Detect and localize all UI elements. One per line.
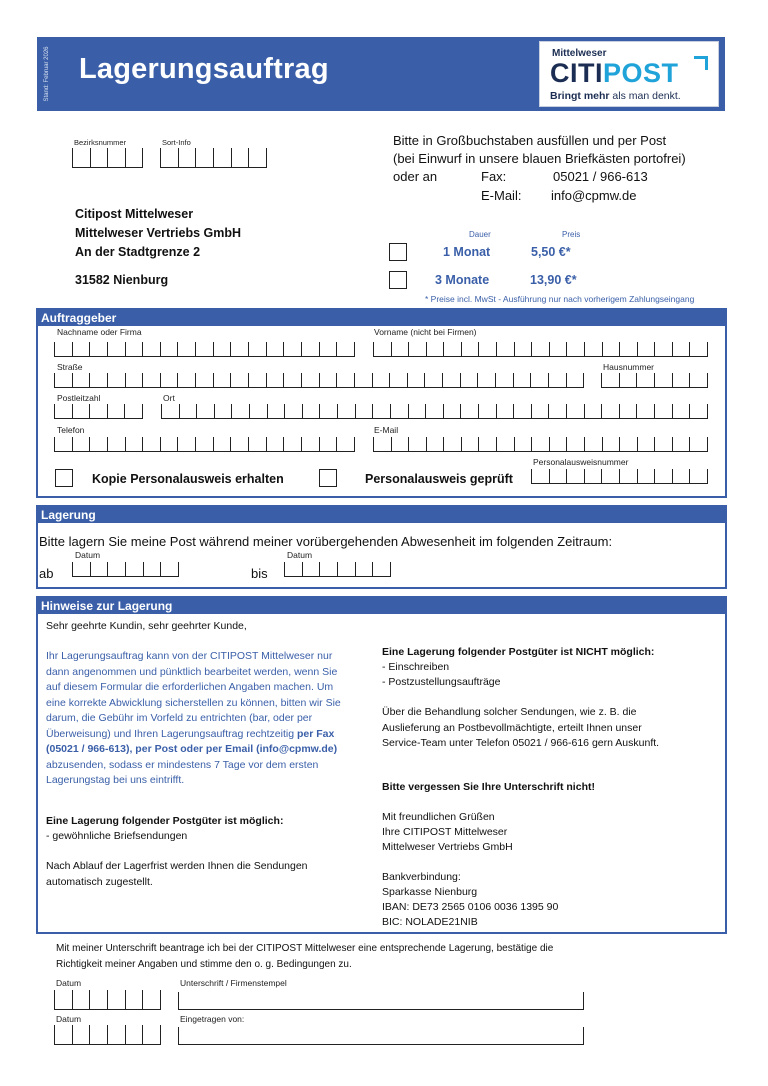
not-possible-item-2: - Postzustellungsaufträge [382, 676, 501, 688]
kopie-ausweis-checkbox[interactable] [55, 469, 73, 487]
recipient-line-4: 31582 Nienburg [75, 273, 169, 287]
not-possible-title [382, 645, 712, 661]
reminder [382, 780, 712, 796]
para1-contact-bold: per Fax (05021 / 966-613), per Post oder per Email (info@cpmw.de) [46, 727, 338, 755]
eingetragen-field[interactable] [178, 1027, 584, 1045]
service-text: Über die Behandlung solcher Sendungen, wie z. B. die Auslieferung an Postbevollmächtigte, erteilt Ihnen unser Service-Team unter Telefon 05021 / 966-616 gern Auskunft. [382, 706, 660, 749]
hinweise-paragraph-1 [46, 649, 346, 789]
eingetragen-label: Eingetragen von: [180, 1014, 245, 1024]
logo-region: Mittelweser [552, 48, 607, 59]
logo-post: POST [603, 58, 679, 88]
sortinfo-label: Sort-Info [162, 138, 191, 147]
vorname-label: Vorname (nicht bei Firmen) [374, 327, 477, 337]
strasse-label: Straße [57, 362, 83, 372]
recipient-line-3: An der Stadtgrenze 2 [75, 245, 201, 259]
signature-datum-label: Datum [56, 978, 82, 988]
nachname-label: Nachname oder Firma [57, 327, 142, 337]
lagerung-text: Bitte lagern Sie meine Post während meiner vorübergehenden Abwesenheit im folgenden Zeitraum: [39, 534, 613, 549]
instructions-prefix: oder an [393, 169, 438, 184]
header-banner [37, 37, 725, 111]
ausweisnummer-field[interactable] [531, 469, 708, 484]
slogan-rest: als man denkt. [609, 90, 681, 102]
bis-date-field[interactable] [284, 562, 391, 577]
ausweisnummer-label: Personalausweisnummer [533, 457, 629, 467]
option-1-price: 5,50 €* [531, 245, 571, 259]
bank-1: Bankverbindung: [382, 871, 461, 883]
instructions-line-1: Bitte in Großbuchstaben ausfüllen und per Post [393, 133, 667, 148]
fax-label: Fax: [481, 169, 507, 184]
arrow-icon [694, 56, 708, 70]
bank-4: BIC: NOLADE21NIB [382, 916, 478, 928]
slogan-bold: Bringt mehr [550, 90, 610, 102]
bezirksnummer-label: Bezirksnummer [74, 138, 127, 147]
strasse-field[interactable] [54, 373, 584, 388]
ab-date-field[interactable] [72, 562, 179, 577]
unterschrift-label: Unterschrift / Firmenstempel [180, 978, 287, 988]
bis-label: bis [251, 566, 268, 581]
not-possible-item-1: - Einschreiben [382, 661, 450, 673]
bezirksnummer-field[interactable] [72, 148, 143, 168]
email-label: E-Mail: [481, 188, 522, 203]
bank-3: IBAN: DE73 2565 0106 0036 1395 90 [382, 901, 559, 913]
dauer-header: Dauer [469, 230, 491, 239]
ausweis-geprueft-label: Personalausweis geprüft [365, 472, 513, 486]
option-1-monat-checkbox[interactable] [389, 243, 407, 261]
telefon-field[interactable] [54, 437, 355, 452]
email-field[interactable] [373, 437, 708, 452]
logo-citi: CITI [550, 58, 603, 88]
page-title: Lagerungsauftrag [79, 53, 329, 85]
para1-text-a: Ihr Lagerungsauftrag kann von der CITIPOST Mittelweser nur dann angenommen und pünktlich bearbeitet werden, wenn Sie auf diesem Formular die erforderlichen Angaben machen. Um eine korrekte Abwicklung sicherstellen zu können, bitten wir Sie darum, die Gebühr im Vorfeld zu entrichten (bar, oder per Überweisung) und Ihren Lagerungsauftrag rechtzeitig [46, 650, 341, 740]
closing-1: Mit freundlichen Grüßen [382, 811, 495, 823]
preis-header: Preis [562, 230, 581, 239]
telefon-label: Telefon [57, 425, 85, 435]
possible-item-1: - gewöhnliche Briefsendungen [46, 830, 188, 842]
greeting: Sehr geehrte Kundin, sehr geehrter Kunde, [46, 620, 247, 632]
possible-title [46, 814, 366, 830]
lagerung-heading: Lagerung [38, 507, 725, 523]
recipient-line-2: Mittelweser Vertriebs GmbH [75, 226, 242, 240]
nachname-field[interactable] [54, 342, 355, 357]
closing-3: Mittelweser Vertriebs GmbH [382, 841, 513, 853]
vorname-field[interactable] [373, 342, 708, 357]
instructions-line-2: (bei Einwurf in unsere blauen Briefkästen portofrei) [393, 151, 686, 166]
para1-text-b: abzusenden, sodass er mindestens 7 Tage vor dem ersten Lagerungstag bei uns eintrifft. [46, 758, 319, 786]
pricing-footnote: * Preise incl. MwSt - Ausführung nur nach vorherigem Zahlungseingang [425, 294, 695, 304]
eingetragen-date-field[interactable] [54, 1025, 161, 1045]
plz-field[interactable] [54, 404, 143, 419]
auftraggeber-heading: Auftraggeber [38, 310, 725, 326]
ab-label: ab [39, 566, 54, 581]
kopie-ausweis-label: Kopie Personalausweis erhalten [92, 472, 284, 486]
signature-field[interactable] [178, 992, 584, 1010]
signature-statement: Mit meiner Unterschrift beantrage ich bei der CITIPOST Mittelweser eine entsprechende Lagerung, bestätige die Richtigkeit meiner Angaben und stimme den o. g. Bedingungen zu. [56, 943, 554, 970]
email-value: info@cpmw.de [551, 188, 637, 203]
option-2-duration: 3 Monate [435, 273, 490, 287]
ort-field[interactable] [161, 404, 708, 419]
after-text: Nach Ablauf der Lagerfrist werden Ihnen die Sendungen automatisch zugestellt. [46, 860, 308, 888]
signature-date-field[interactable] [54, 990, 161, 1010]
sortinfo-field[interactable] [160, 148, 267, 168]
hinweise-heading: Hinweise zur Lagerung [38, 598, 725, 614]
hausnummer-field[interactable] [601, 373, 708, 388]
email-field-label: E-Mail [374, 425, 399, 435]
reminder-text: Bitte vergessen Sie Ihre Unterschrift nicht! [382, 781, 595, 793]
not-possible-title-text: Eine Lagerung folgender Postgüter ist NICHT möglich: [382, 646, 655, 658]
option-2-price: 13,90 €* [530, 273, 577, 287]
ausweis-geprueft-checkbox[interactable] [319, 469, 337, 487]
ab-datum-label: Datum [75, 550, 101, 560]
fax-value: 05021 / 966-613 [553, 169, 648, 184]
citipost-logo [539, 41, 719, 107]
eingetragen-datum-label: Datum [56, 1014, 82, 1024]
ort-label: Ort [163, 393, 175, 403]
stand-text: Stand: Februar 2026 [44, 46, 50, 102]
logo-wordmark [550, 59, 679, 87]
possible-title-text: Eine Lagerung folgender Postgüter ist möglich: [46, 815, 284, 827]
hausnummer-label: Hausnummer [603, 362, 655, 372]
option-1-duration: 1 Monat [443, 245, 491, 259]
option-3-monate-checkbox[interactable] [389, 271, 407, 289]
bank-2: Sparkasse Nienburg [382, 886, 478, 898]
stand-label [37, 37, 57, 111]
logo-slogan [550, 90, 681, 102]
bis-datum-label: Datum [287, 550, 313, 560]
closing-2: Ihre CITIPOST Mittelweser [382, 826, 508, 838]
plz-label: Postleitzahl [57, 393, 101, 403]
recipient-line-1: Citipost Mittelweser [75, 207, 194, 221]
